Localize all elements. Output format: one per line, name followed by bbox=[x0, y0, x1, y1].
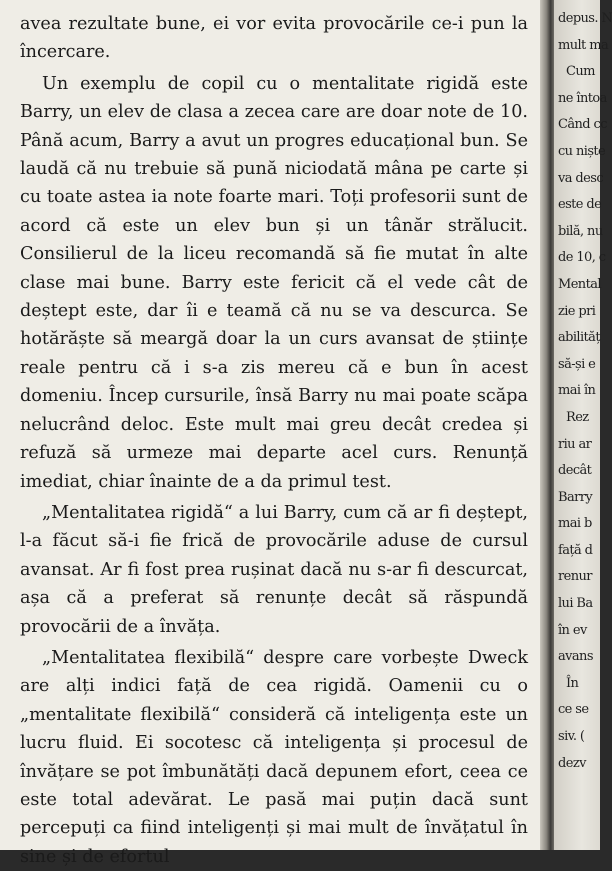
book-gutter bbox=[540, 0, 554, 850]
line-fragment: Rez bbox=[566, 409, 589, 425]
line-fragment: ne întoa bbox=[558, 90, 607, 106]
paragraph: „Mentalitatea flexibilă“ despre care vorbește Dweck are alți indici față de cea rigidă. Oamenii cu o „mentalitate flexibilă“ consideră că inteligența este un lucru fluid. Ei socotesc că inteligența și procesul de învățare se pot îmbunătăți dacă depunem efort, ceea ce este total adevărat. Le pasă mai puțin dacă sunt percepuți ca fiind inteligenți și mai mult de învățatul în sine și de efortul bbox=[20, 647, 528, 867]
book-page-right-cropped bbox=[554, 0, 612, 850]
line-fragment: Barry bbox=[558, 489, 593, 505]
line-fragment: lui Ba bbox=[558, 596, 593, 612]
line-fragment: decât bbox=[558, 463, 592, 479]
line-fragment: zie pri bbox=[558, 303, 596, 319]
line-fragment: depus. N bbox=[558, 11, 612, 26]
line-fragment: avans bbox=[558, 649, 593, 665]
line-fragment: Când cc bbox=[558, 117, 607, 133]
line-fragment: cu niște bbox=[558, 143, 606, 159]
right-page-text-fragments bbox=[558, 6, 612, 777]
line-fragment: Mental bbox=[558, 276, 601, 292]
paragraph: Un exemplu de copil cu o mentalitate rigidă este Barry, un elev de clasa a zecea care are doar note de 10. Până acum, Barry a avut un progres educațional bun. Se laudă că nu trebuie să pună niciodată mâna pe carte și cu toate astea ia note foarte mari. Toți profesorii sunt de acord că este un elev bun și un tânăr strălucit. Consilierul de la liceu recomandă să fie mutat în alte clase mai bune. Barry este fericit că el vede cât de deștept este, dar îi e teamă că nu se va descurca. Se hotărăște să meargă doar la un curs avansat de științe reale pentru că i s-a zis mereu că e bun în acest domeniu. Încep cursurile, însă Barry nu mai poate scăpa nelucrând deloc. Este mult mai greu decât credea și refuză să urmeze mai departe acel curs. Renunță imediat, chiar înainte de a da primul test. bbox=[20, 73, 528, 492]
line-fragment: să-și e bbox=[558, 356, 596, 372]
line-fragment: mai b bbox=[558, 516, 592, 532]
line-fragment: față d bbox=[558, 542, 593, 558]
line-fragment: ce se bbox=[558, 702, 589, 718]
line-fragment: siv. ( bbox=[558, 729, 585, 745]
line-fragment: riu ar bbox=[558, 436, 592, 452]
line-fragment: Cum bbox=[566, 64, 595, 80]
line-fragment: bilă, nu bbox=[558, 223, 603, 239]
line-fragment: de 10, c bbox=[558, 250, 606, 266]
line-fragment: renur bbox=[558, 569, 592, 585]
line-fragment: dezv bbox=[558, 755, 586, 771]
line-fragment: în ev bbox=[558, 622, 587, 638]
line-fragment: abilităț bbox=[558, 330, 600, 346]
paragraph: „Mentalitatea rigidă“ a lui Barry, cum că ar fi deștept, l-a făcut să-i fie frică de provocările aduse de cursul avansat. Ar fi fost prea rușinat dacă nu s-ar fi descurcat, așa că a preferat să renunțe decât să răspundă provocării de a învăța. bbox=[20, 502, 528, 637]
line-fragment: este de bbox=[558, 197, 602, 213]
line-fragment: mult ma bbox=[558, 37, 609, 53]
line-fragment: mai în bbox=[558, 383, 596, 399]
line-fragment: În bbox=[566, 675, 579, 691]
paragraph: avea rezultate bune, ei vor evita provocările ce-i pun la încercare. bbox=[20, 14, 528, 63]
body-text bbox=[20, 10, 528, 871]
line-fragment: va desc bbox=[558, 170, 603, 186]
